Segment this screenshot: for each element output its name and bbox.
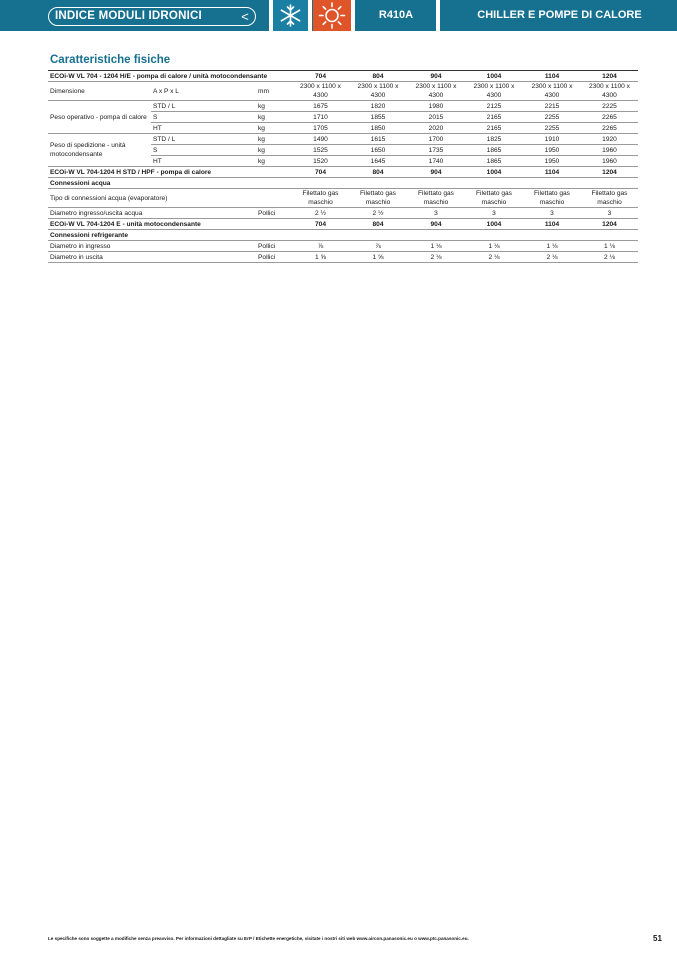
- cell-value: 1525: [292, 145, 349, 156]
- row-sub: HT: [151, 156, 256, 167]
- model-header: 704: [292, 71, 349, 82]
- cell-value: 1865: [465, 145, 523, 156]
- cell-value: 2 ⅛: [465, 252, 523, 263]
- row-unit: Pollici: [256, 241, 292, 252]
- cell-value: 1865: [465, 156, 523, 167]
- row-label: Peso operativo - pompa di calore: [48, 101, 151, 134]
- row-unit: mm: [256, 82, 292, 101]
- cell-value: 1 ⅝: [292, 252, 349, 263]
- cell-value: 1980: [407, 101, 465, 112]
- model-header: 1204: [581, 71, 638, 82]
- table-row: [48, 219, 638, 230]
- snowflake-icon: [273, 0, 308, 31]
- row-label: Diametro ingresso/uscita acqua: [48, 208, 256, 219]
- group-header: ECOi-W VL 704-1204 H STD / HPF - pompa di calore: [48, 167, 292, 178]
- section-row-label: Connessioni acqua: [48, 178, 638, 189]
- cell-value: 1615: [349, 134, 407, 145]
- cell-value: 2300 x 1100 x 4300: [523, 82, 581, 101]
- index-nav-button[interactable]: [48, 7, 256, 26]
- cooling-tile[interactable]: [273, 0, 308, 31]
- cell-value: 3: [523, 208, 581, 219]
- cell-value: 2 ⅛: [581, 252, 638, 263]
- cell-value: 1700: [407, 134, 465, 145]
- row-sub: STD / L: [151, 101, 256, 112]
- row-label: Dimensione: [48, 82, 151, 101]
- cell-value: 1 ⅛: [523, 241, 581, 252]
- table-row: [48, 101, 638, 112]
- table-row: [48, 82, 638, 101]
- model-header: 704: [292, 167, 349, 178]
- row-sub: STD / L: [151, 134, 256, 145]
- spec-table: [48, 70, 638, 263]
- cell-value: 1950: [523, 156, 581, 167]
- row-unit: kg: [256, 112, 292, 123]
- table-row: [48, 71, 638, 82]
- table-row: [48, 241, 638, 252]
- cell-value: 1920: [581, 134, 638, 145]
- cell-value: 1855: [349, 112, 407, 123]
- cell-value: 1950: [523, 145, 581, 156]
- model-header: 1104: [523, 219, 581, 230]
- table-row: [48, 134, 638, 145]
- cell-value: 2125: [465, 101, 523, 112]
- cell-value: 2 ½: [349, 208, 407, 219]
- cell-value: 2300 x 1100 x 4300: [349, 82, 407, 101]
- cell-value: 1740: [407, 156, 465, 167]
- group-header: ECOi-W VL 704 - 1204 H/E - pompa di calore / unità motocondensante: [48, 71, 292, 82]
- model-header: 904: [407, 71, 465, 82]
- row-unit: Pollici: [256, 252, 292, 263]
- model-header: 1104: [523, 167, 581, 178]
- cell-value: ⅞: [292, 241, 349, 252]
- group-header: ECOi-W VL 704-1204 E - unità motocondensante: [48, 219, 292, 230]
- row-sub: S: [151, 112, 256, 123]
- cell-value: 2015: [407, 112, 465, 123]
- row-unit: kg: [256, 101, 292, 112]
- row-unit: kg: [256, 145, 292, 156]
- cell-value: 1710: [292, 112, 349, 123]
- cell-value: 1490: [292, 134, 349, 145]
- section-title: Caratteristiche fisiche: [50, 54, 171, 66]
- cell-value: 3: [407, 208, 465, 219]
- row-label: Diametro in uscita: [48, 252, 256, 263]
- row-sub: A x P x L: [151, 82, 256, 101]
- model-header: 804: [349, 71, 407, 82]
- model-header: 904: [407, 219, 465, 230]
- cell-value: Filettato gas maschio: [465, 189, 523, 208]
- divider: [351, 0, 355, 31]
- table-row: [48, 167, 638, 178]
- heating-tile[interactable]: [313, 0, 351, 31]
- cell-value: Filettato gas maschio: [407, 189, 465, 208]
- cell-value: Filettato gas maschio: [581, 189, 638, 208]
- cell-value: 3: [581, 208, 638, 219]
- divider: [308, 0, 312, 31]
- cell-value: Filettato gas maschio: [523, 189, 581, 208]
- cell-value: 1 ⅛: [581, 241, 638, 252]
- table-row: [48, 230, 638, 241]
- row-unit: kg: [256, 123, 292, 134]
- cell-value: 3: [465, 208, 523, 219]
- row-unit: kg: [256, 156, 292, 167]
- cell-value: 2265: [581, 112, 638, 123]
- cell-value: 2215: [523, 101, 581, 112]
- footer-note: Le specifiche sono soggette a modifiche senza preavviso. Per informazioni dettagliate su ErP / Etichette energetiche, visitate i nostri siti web www.aircon.panasonic.eu o www.ptc.panasonic.eu.: [48, 936, 469, 941]
- nav-label: INDICE MODULI IDRONICI: [55, 10, 202, 22]
- cell-value: 1705: [292, 123, 349, 134]
- cell-value: ⅞: [349, 241, 407, 252]
- page-number: 51: [653, 934, 662, 943]
- model-header: 1204: [581, 219, 638, 230]
- cell-value: 1735: [407, 145, 465, 156]
- row-label: Peso di spedizione - unità motocondensante: [48, 134, 151, 167]
- cell-value: 2225: [581, 101, 638, 112]
- cell-value: 1 ⅝: [349, 252, 407, 263]
- cell-value: 2165: [465, 112, 523, 123]
- row-unit: Pollici: [256, 208, 292, 219]
- category-title: CHILLER E POMPE DI CALORE: [442, 0, 677, 31]
- model-header: 804: [349, 219, 407, 230]
- cell-value: 1675: [292, 101, 349, 112]
- model-header: 1004: [465, 71, 523, 82]
- cell-value: 2255: [523, 123, 581, 134]
- table-row: [48, 252, 638, 263]
- table-row: [48, 208, 638, 219]
- row-label: Tipo di connessioni acqua (evaporatore): [48, 189, 292, 208]
- cell-value: 2165: [465, 123, 523, 134]
- cell-value: 1910: [523, 134, 581, 145]
- cell-value: Filettato gas maschio: [292, 189, 349, 208]
- cell-value: 2265: [581, 123, 638, 134]
- cell-value: Filettato gas maschio: [349, 189, 407, 208]
- model-header: 904: [407, 167, 465, 178]
- cell-value: 1825: [465, 134, 523, 145]
- model-header: 1104: [523, 71, 581, 82]
- cell-value: 2300 x 1100 x 4300: [407, 82, 465, 101]
- cell-value: 2300 x 1100 x 4300: [581, 82, 638, 101]
- table-row: [48, 178, 638, 189]
- cell-value: 2255: [523, 112, 581, 123]
- cell-value: 1850: [349, 123, 407, 134]
- refrigerant-label: R410A: [356, 0, 436, 31]
- cell-value: 1650: [349, 145, 407, 156]
- model-header: 804: [349, 167, 407, 178]
- model-header: 1004: [465, 167, 523, 178]
- cell-value: 2 ½: [292, 208, 349, 219]
- chevron-left-icon: <: [241, 9, 249, 24]
- model-header: 1004: [465, 219, 523, 230]
- row-sub: HT: [151, 123, 256, 134]
- table-row: [48, 189, 638, 208]
- cell-value: 2300 x 1100 x 4300: [292, 82, 349, 101]
- cell-value: 1 ⅛: [407, 241, 465, 252]
- cell-value: 2 ⅛: [523, 252, 581, 263]
- row-unit: kg: [256, 134, 292, 145]
- cell-value: 2300 x 1100 x 4300: [465, 82, 523, 101]
- cell-value: 1820: [349, 101, 407, 112]
- cell-value: 2020: [407, 123, 465, 134]
- cell-value: 1 ⅛: [465, 241, 523, 252]
- model-header: 704: [292, 219, 349, 230]
- sun-icon: [313, 0, 351, 31]
- divider: [436, 0, 440, 31]
- row-label: Diametro in ingresso: [48, 241, 256, 252]
- row-sub: S: [151, 145, 256, 156]
- section-row-label: Connessioni refrigerante: [48, 230, 638, 241]
- cell-value: 1645: [349, 156, 407, 167]
- cell-value: 1960: [581, 145, 638, 156]
- cell-value: 1960: [581, 156, 638, 167]
- model-header: 1204: [581, 167, 638, 178]
- cell-value: 2 ⅛: [407, 252, 465, 263]
- cell-value: 1520: [292, 156, 349, 167]
